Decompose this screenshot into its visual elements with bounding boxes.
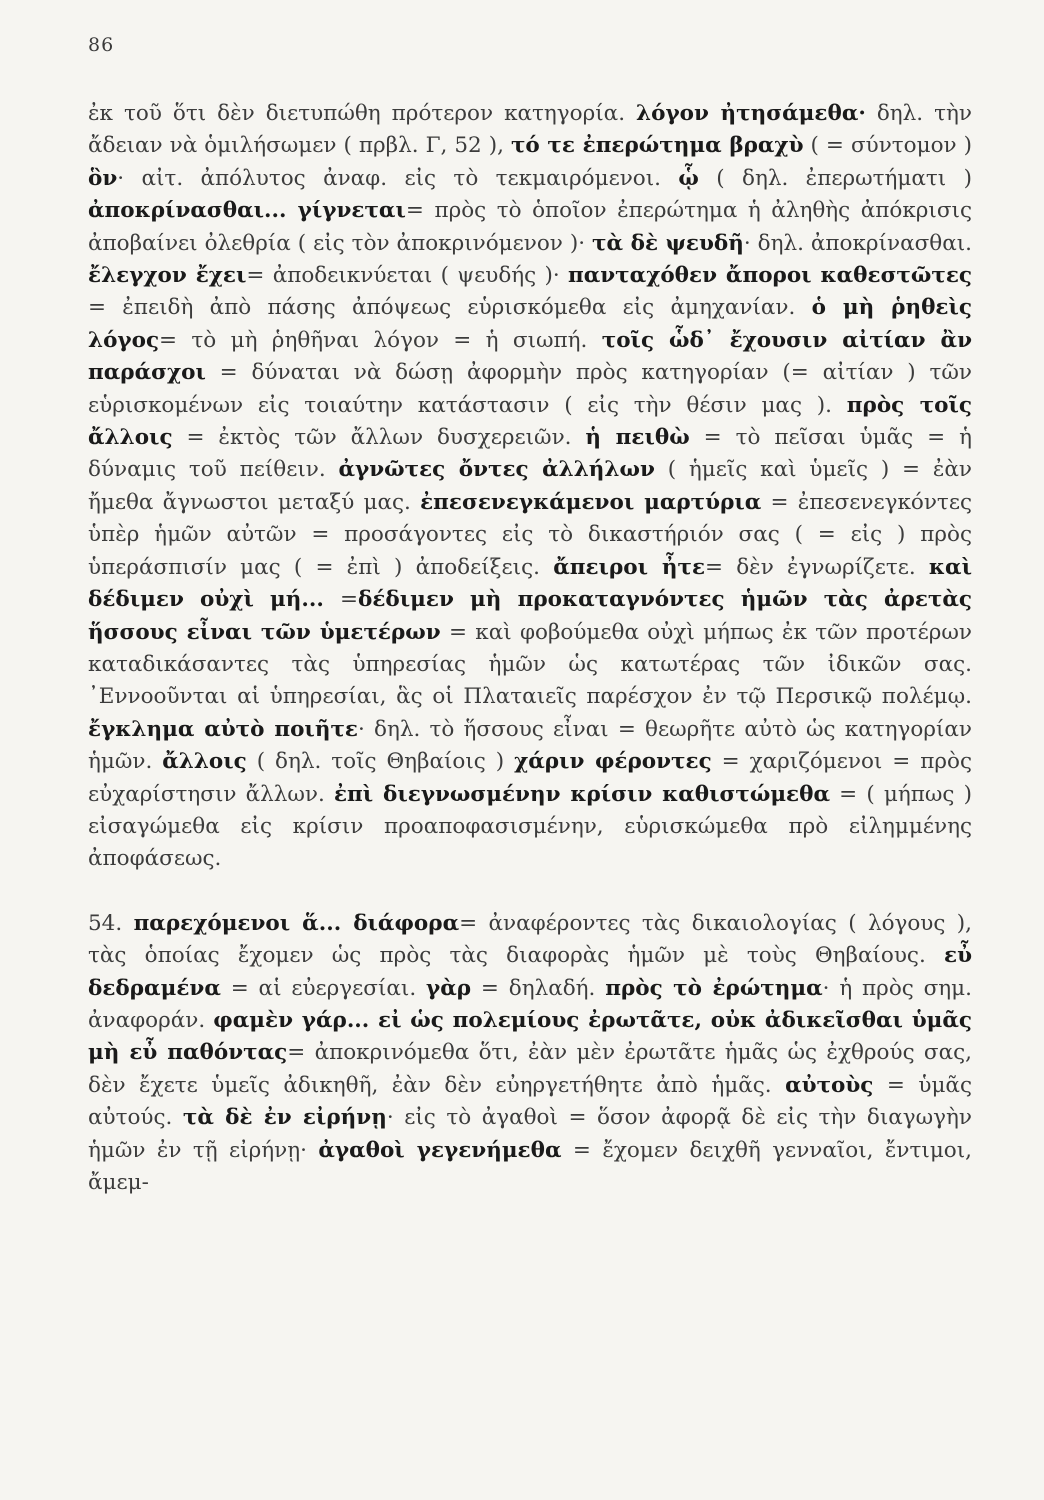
lemma-term: χάριν φέροντες (514, 749, 712, 775)
lemma-term: γὰρ (426, 975, 472, 1001)
gloss-text: = ὑμᾶς αὐτούς. (88, 1072, 972, 1131)
lemma-term: ὃν (88, 165, 118, 191)
lemma-term: τὰ δὲ ψευδῆ (592, 230, 744, 256)
lemma-term: παρεχόμενοι ἅ... διάφορα (133, 910, 460, 936)
lemma-term: πρὸς τὸ ἐρώτημα (605, 975, 823, 1001)
gloss-text: = ἐκτὸς τῶν ἄλλων δυσχερειῶν. (172, 425, 586, 451)
commentary-body (88, 98, 972, 1199)
gloss-text: = ἀναφέροντες τὰς δικαιολογίας ( λόγους ), τὰς ὁποίας ἔχομεν ὡς πρὸς τὰς διαφορὰς ἡμῶν μὲ τοὺς Θηβαίους. (88, 910, 973, 969)
lemma-term: ἄπειροι ἦτε (553, 554, 706, 580)
lemma-term: τό τε ἐπερώτημα βραχὺ (510, 133, 804, 159)
lemma-term: ἐπεσενεγκάμενοι μαρτύρια (420, 489, 762, 515)
lemma-term: ᾧ (678, 165, 699, 191)
gloss-text: · ἡ πρὸς σημ. ἀναφοράν. (88, 975, 972, 1033)
gloss-text: · δηλ. ἀποκρίνασθαι. (743, 230, 972, 256)
gloss-text: 54. (88, 910, 134, 936)
gloss-text: = καὶ φοβούμεθα οὐχὶ μήπως ἐκ τῶν προτέρων καταδικάσαντες τὰς ὑπηρεσίας ἡμῶν ὡς κατωτέρας τῶν ἰδικῶν σας. ᾿Εννοοῦνται αἱ ὑπηρεσίαι, ἃς οἱ Πλαταιεῖς παρέσχον ἐν τῷ Περσικῷ πολέμῳ. (88, 619, 972, 710)
lemma-term: πανταχόθεν ἄποροι καθεστῶτες (567, 263, 972, 289)
paragraph-53-commentary (88, 101, 972, 871)
gloss-text: δηλ. τὴν ἄδειαν νὰ ὁμιλήσωμεν ( πρβλ. Γ, 52 ), (88, 101, 972, 159)
gloss-text: · δηλ. τὸ ἥσσους εἶναι = θεωρῆτε αὐτὸ ὡς κατηγορίαν ἡμῶν. (88, 716, 972, 775)
gloss-text: = (340, 587, 359, 613)
lemma-term: ἡ πειθὼ (585, 425, 690, 451)
gloss-text: ( = σύντομον ) (803, 133, 972, 159)
paragraph-54-commentary (88, 911, 972, 1195)
gloss-text: = δὲν ἐγνωρίζετε. (705, 554, 929, 580)
gloss-text: = ἔχομεν δειχθῆ γενναῖοι, ἔντιμοι, ἄμεμ- (88, 1137, 973, 1195)
gloss-text: ( ἡμεῖς καὶ ὑμεῖς ) = ἐὰν ἤμεθα ἄγνωστοι μεταξύ μας. (88, 457, 973, 515)
gloss-text: ( δηλ. ἐπερωτήματι ) (698, 165, 972, 191)
page-number: 86 (88, 34, 115, 56)
lemma-term: εὖ δεδραμένα (88, 943, 972, 1001)
lemma-term: τὰ δὲ ἐν εἰρήνῃ (182, 1105, 387, 1131)
gloss-text: = τὸ μὴ ῥηθῆναι λόγον = ἡ σιωπή. (159, 327, 602, 353)
gloss-text: = τὸ πεῖσαι ὑμᾶς = ἡ δύναμις τοῦ πείθειν. (88, 425, 972, 483)
lemma-term: ἔλεγχον ἔχει (88, 263, 247, 289)
gloss-text: = πρὸς τὸ ὁποῖον ἐπερώτημα ἡ ἀληθὴς ἀπόκρισις ἀποβαίνει ὀλεθρία ( εἰς τὸν ἀποκρινόμενον )· (88, 198, 972, 256)
gloss-text: = δύναται νὰ δώσῃ ἀφορμὴν πρὸς κατηγορίαν (= αἰτίαν ) τῶν εὑρισκομένων εἰς τοιαύτην κατάστασιν ( εἰς τὴν θέσιν μας ). (88, 360, 972, 418)
gloss-text: = ( μήπως ) εἰσαγώμεθα εἰς κρίσιν προαποφασισμένην, εὑρισκώμεθα πρὸ εἰλημμένης ἀποφάσεως. (88, 781, 972, 872)
lemma-term: ἄλλοις (162, 749, 247, 775)
lemma-term: ὁ μὴ ῥηθεὶς λόγος (88, 295, 972, 353)
lemma-term: δέδιμεν μὴ προκαταγνόντες ἡμῶν τὰς ἀρετὰς ἥσσους εἶναι τῶν ὑμετέρων (88, 587, 972, 645)
gloss-text: · αἰτ. ἀπόλυτος ἀναφ. εἰς τὸ τεκμαιρόμενοι. (117, 165, 679, 191)
gloss-text: = χαριζόμενοι = πρὸς εὐχαρίστησιν ἄλλων. (88, 749, 972, 807)
gloss-text: = ἀποκρινόμεθα ὅτι, ἐὰν μὲν ἐρωτᾶτε ἡμᾶς ὡς ἐχθρούς σας, δὲν ἔχετε ὑμεῖς ἀδικηθῆ, ἐὰν δὲν εὐηργετήθητε ἀπὸ ἡμᾶς. (88, 1040, 972, 1098)
lemma-term: φαμὲν γάρ... εἰ ὡς πολεμίους ἐρωτᾶτε, οὐκ ἀδικεῖσθαι ὑμᾶς μὴ εὖ παθόντας (88, 1007, 972, 1066)
gloss-text: = ἐπεσενεγκόντες ὑπὲρ ἡμῶν αὐτῶν = προσάγοντες εἰς τὸ δικαστήριόν σας ( = εἰς ) πρὸς ὑπεράσπισίν μας ( = ἐπὶ ) ἀποδείξεις. (88, 489, 972, 580)
lemma-term: πρὸς τοῖς ἄλλοις (88, 392, 973, 451)
gloss-text: · εἰς τὸ ἀγαθοὶ = ὅσον ἀφορᾷ δὲ εἰς τὴν διαγωγὴν ἡμῶν ἐν τῇ εἰρήνῃ· (88, 1105, 972, 1163)
lemma-term: ἐπὶ διεγνωσμένην κρίσιν καθιστώμεθα (333, 781, 831, 807)
gloss-text: = δηλαδή. (471, 975, 606, 1001)
lemma-term: τοῖς ὧδ᾿ ἔχουσιν αἰτίαν ἂν παράσχοι (88, 327, 972, 386)
lemma-term: καὶ δέδιμεν οὐχὶ μή... (88, 554, 972, 613)
gloss-text: ( δηλ. τοῖς Θηβαίοις ) (246, 749, 515, 775)
lemma-term: ἀγαθοὶ γεγενήμεθα (318, 1137, 562, 1163)
lemma-term: λόγον ἠτησάμεθα· (636, 101, 866, 126)
lemma-term: αὐτοὺς (785, 1072, 874, 1098)
gloss-text: = ἀποδεικνύεται ( ψευδής )· (246, 263, 568, 289)
paragraph-gap (88, 876, 972, 908)
lemma-term: ἔγκλημα αὐτὸ ποιῆτε (88, 716, 358, 742)
gloss-text: ἐκ τοῦ ὅτι δὲν διετυπώθη πρότερον κατηγορία. (88, 101, 637, 126)
lemma-term: ἀγνῶτες ὄντες ἀλλήλων (338, 457, 655, 483)
gloss-text: = ἐπειδὴ ἀπὸ πάσης ἀπόψεως εὑρισκόμεθα εἰς ἀμηχανίαν. (88, 295, 812, 321)
lemma-term: ἀποκρίνασθαι... γίγνεται (88, 198, 406, 224)
gloss-text: = αἱ εὐεργεσίαι. (220, 975, 427, 1001)
